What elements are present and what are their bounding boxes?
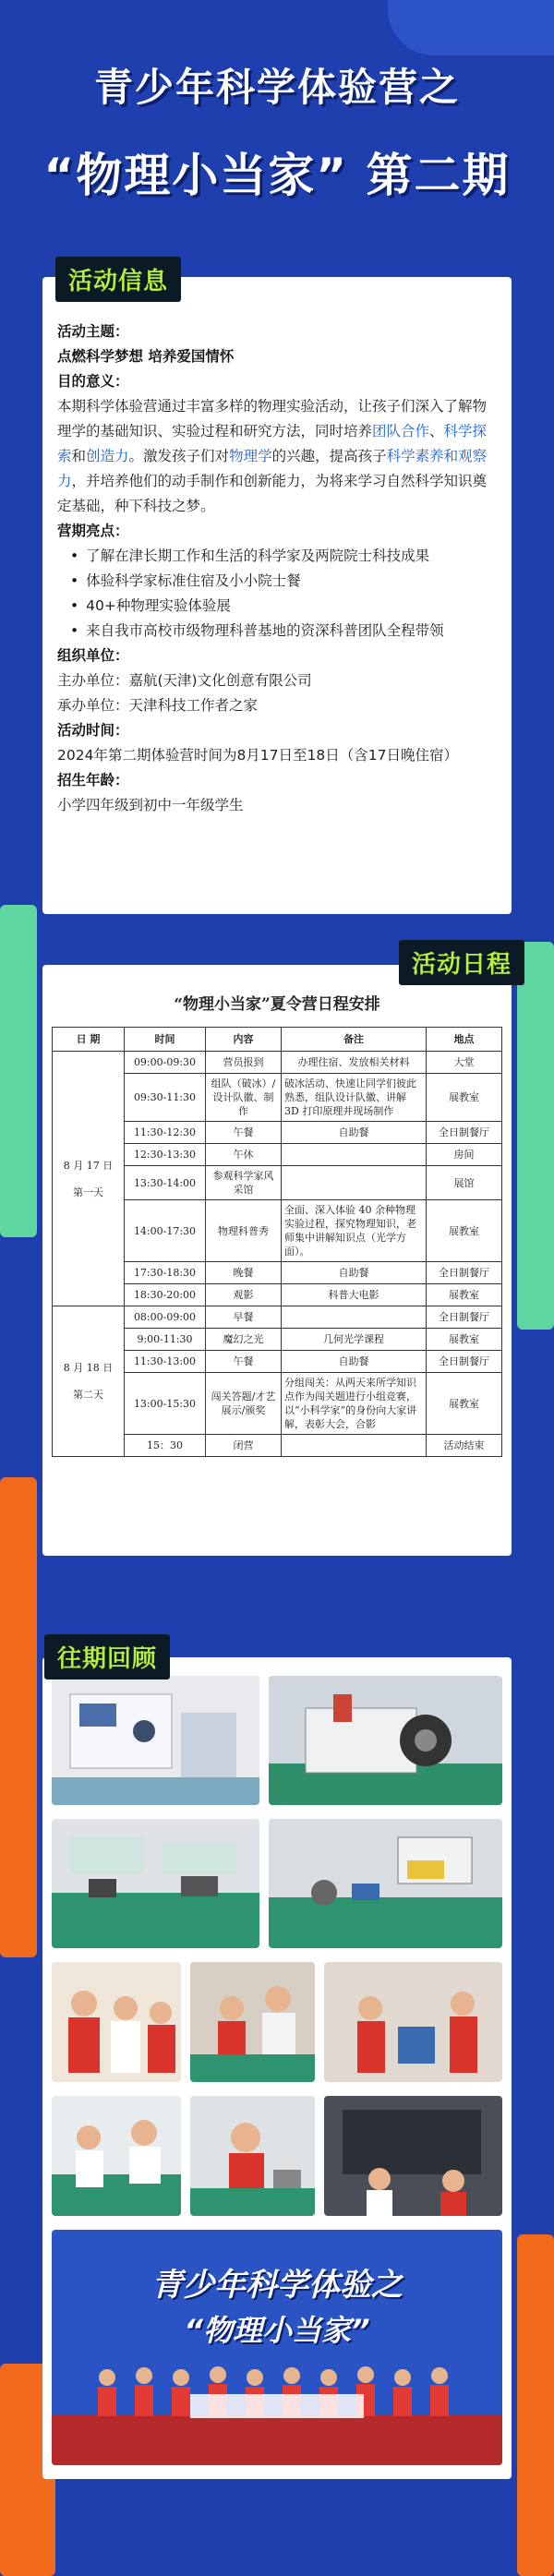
deco-green-left: [0, 905, 37, 1237]
note-cell: [282, 1144, 427, 1166]
time-cell: 09:00-09:30: [125, 1052, 206, 1074]
table-header-row: [53, 1028, 502, 1052]
highlights-list: [57, 544, 497, 644]
date-label: 8 月 17 日: [63, 1159, 114, 1172]
hero-title-line2: “物理小当家” 第二期: [43, 149, 511, 202]
group-banner-line1: 青少年科学体验之: [151, 2267, 403, 2304]
photo-teacher-demo: [52, 2096, 181, 2216]
time-cell: 08:00-09:00: [125, 1306, 206, 1329]
content-cell: 早餐: [206, 1306, 282, 1329]
content-cell: 观影: [206, 1284, 282, 1306]
table-row: [53, 1306, 502, 1329]
info-age-label: 招生年龄：: [57, 772, 129, 788]
review-card: [42, 1657, 512, 2479]
photo-experiment-table: [52, 1819, 259, 1948]
place-cell: 全日制餐厅: [427, 1351, 502, 1373]
info-organizer: 承办单位：天津科技工作者之家: [57, 697, 259, 714]
place-cell: 展馆: [427, 1166, 502, 1200]
info-time-value: 2024年第二期体验营时间为8月17日至18日（含17日晚住宿）: [57, 747, 458, 764]
date-cell: [53, 1306, 125, 1457]
note-cell: 自助餐: [282, 1262, 427, 1284]
schedule-card: [42, 965, 512, 1556]
schedule-table: [52, 1027, 502, 1457]
day-label: 第二天: [73, 1389, 103, 1401]
note-cell: 科普大电影: [282, 1284, 427, 1306]
time-cell: 11:30-12:30: [125, 1122, 206, 1144]
time-cell: 15：30: [125, 1435, 206, 1457]
time-cell: 9:00-11:30: [125, 1329, 206, 1351]
info-theme-value: 点燃科学梦想 培养爱国情怀: [57, 348, 235, 365]
photo-lab-equipment: [52, 1676, 259, 1805]
info-age-value: 小学四年级到初中一年级学生: [57, 797, 244, 813]
hero-banner: [0, 0, 554, 259]
photo-kids-group-3: [324, 1962, 502, 2082]
section-tag-info: 活动信息: [55, 257, 181, 302]
col-content: 内容: [206, 1028, 282, 1052]
col-place: 地点: [427, 1028, 502, 1052]
list-item: • 体验科学家标准住宿及小小院士餐: [70, 569, 497, 594]
time-cell: 13:00-15:30: [125, 1373, 206, 1435]
photo-group-banner: [52, 2230, 502, 2465]
date-cell: [53, 1052, 125, 1306]
note-cell: 全面、深入体验 40 余种物理实验过程，探究物理知识，老师集中讲解知识点（光学方面）。: [282, 1200, 427, 1262]
content-cell: 参观科学家风采馆: [206, 1166, 282, 1200]
photo-kids-group-1: [52, 1962, 181, 2082]
note-cell: 自助餐: [282, 1122, 427, 1144]
info-org-label: 组织单位：: [57, 647, 129, 664]
time-cell: 14:00-17:30: [125, 1200, 206, 1262]
col-time: 时间: [125, 1028, 206, 1052]
place-cell: 房间: [427, 1144, 502, 1166]
info-card: [42, 277, 512, 914]
photo-motor-device: [269, 1676, 502, 1805]
place-cell: 展教室: [427, 1284, 502, 1306]
photo-kids-group-2: [190, 1962, 315, 2082]
place-cell: 大堂: [427, 1052, 502, 1074]
note-cell: [282, 1435, 427, 1457]
time-cell: 18:30-20:00: [125, 1284, 206, 1306]
col-date: 日 期: [53, 1028, 125, 1052]
place-cell: 活动结束: [427, 1435, 502, 1457]
info-highlights-label: 营期亮点：: [57, 523, 129, 539]
content-cell: 营员报到: [206, 1052, 282, 1074]
info-purpose-text: 本期科学体验营通过丰富多样的物理实验活动，让孩子们深入了解物理学的基础知识、实验过程和研究方法，同时培养团队合作、科学探索和创造力。激发孩子们对物理学的兴趣，提高孩子科学素养和观察力，并培养他们的动手制作和创新能力，为将来学习自然科学知识奠定基础，种下科技之梦。: [57, 398, 488, 514]
time-cell: 09:30-11:30: [125, 1074, 206, 1122]
place-cell: 展教室: [427, 1329, 502, 1351]
place-cell: 全日制餐厅: [427, 1122, 502, 1144]
list-item: • 来自我市高校市级物理科普基地的资深科普团队全程带领: [70, 619, 497, 644]
content-cell: 闯关答题/才艺展示/颁奖: [206, 1373, 282, 1435]
content-cell: 魔幻之光: [206, 1329, 282, 1351]
info-host: 主办单位：嘉航(天津)文化创意有限公司: [57, 672, 312, 689]
content-cell: 闭营: [206, 1435, 282, 1457]
photo-science-exhibit: [269, 1819, 502, 1948]
info-purpose-label: 目的意义：: [57, 373, 129, 390]
note-cell: 自助餐: [282, 1351, 427, 1373]
content-cell: 物理科普秀: [206, 1200, 282, 1262]
date-label: 8 月 18 日: [63, 1362, 114, 1374]
note-cell: [282, 1166, 427, 1200]
place-cell: 全日制餐厅: [427, 1306, 502, 1329]
content-cell: 晚餐: [206, 1262, 282, 1284]
deco-green-right: [517, 942, 554, 1330]
photo-girl-experiment: [190, 2096, 315, 2216]
day-label: 第一天: [73, 1186, 103, 1198]
section-tag-schedule: 活动日程: [399, 940, 524, 985]
time-cell: 17:30-18:30: [125, 1262, 206, 1284]
info-time-label: 活动时间：: [57, 722, 129, 739]
col-note: 备注: [282, 1028, 427, 1052]
note-cell: 分组闯关：从两天来所学知识点作为闯关题进行小组竞赛，以“小科学家”的身份向大家讲解，表彰大会，合影: [282, 1373, 427, 1435]
table-row: [53, 1052, 502, 1074]
place-cell: 展教室: [427, 1074, 502, 1122]
note-cell: 几何光学课程: [282, 1329, 427, 1351]
content-cell: 午餐: [206, 1351, 282, 1373]
note-cell: [282, 1306, 427, 1329]
info-theme-label: 活动主题：: [57, 323, 129, 340]
place-cell: 展教室: [427, 1200, 502, 1262]
content-cell: 午餐: [206, 1122, 282, 1144]
schedule-title: “物理小当家”夏令营日程安排: [174, 995, 380, 1014]
time-cell: 13:30-14:00: [125, 1166, 206, 1200]
content-cell: 组队（破冰）/设计队徽、制作: [206, 1074, 282, 1122]
deco-orange-left: [0, 1477, 37, 1957]
place-cell: 展教室: [427, 1373, 502, 1435]
time-cell: 12:30-13:30: [125, 1144, 206, 1166]
note-cell: 破冰活动、快速让同学们彼此熟悉，组队设计队徽、讲解 3D 打印原理并现场制作: [282, 1074, 427, 1122]
time-cell: 11:30-13:00: [125, 1351, 206, 1373]
section-tag-review: 往期回顾: [44, 1634, 170, 1679]
content-cell: 午休: [206, 1144, 282, 1166]
list-item: • 40+种物理实验体验展: [70, 594, 497, 619]
list-item: • 了解在津长期工作和生活的科学家及两院院士科技成果: [70, 544, 497, 569]
note-cell: 办理住宿、发放相关材料: [282, 1052, 427, 1074]
place-cell: 全日制餐厅: [427, 1262, 502, 1284]
hero-title-line1: 青少年科学体验营之: [93, 65, 460, 110]
deco-orange-right: [517, 2234, 554, 2576]
group-banner-line2: “物理小当家”: [184, 2313, 370, 2348]
photo-kids-screen: [324, 2096, 502, 2216]
